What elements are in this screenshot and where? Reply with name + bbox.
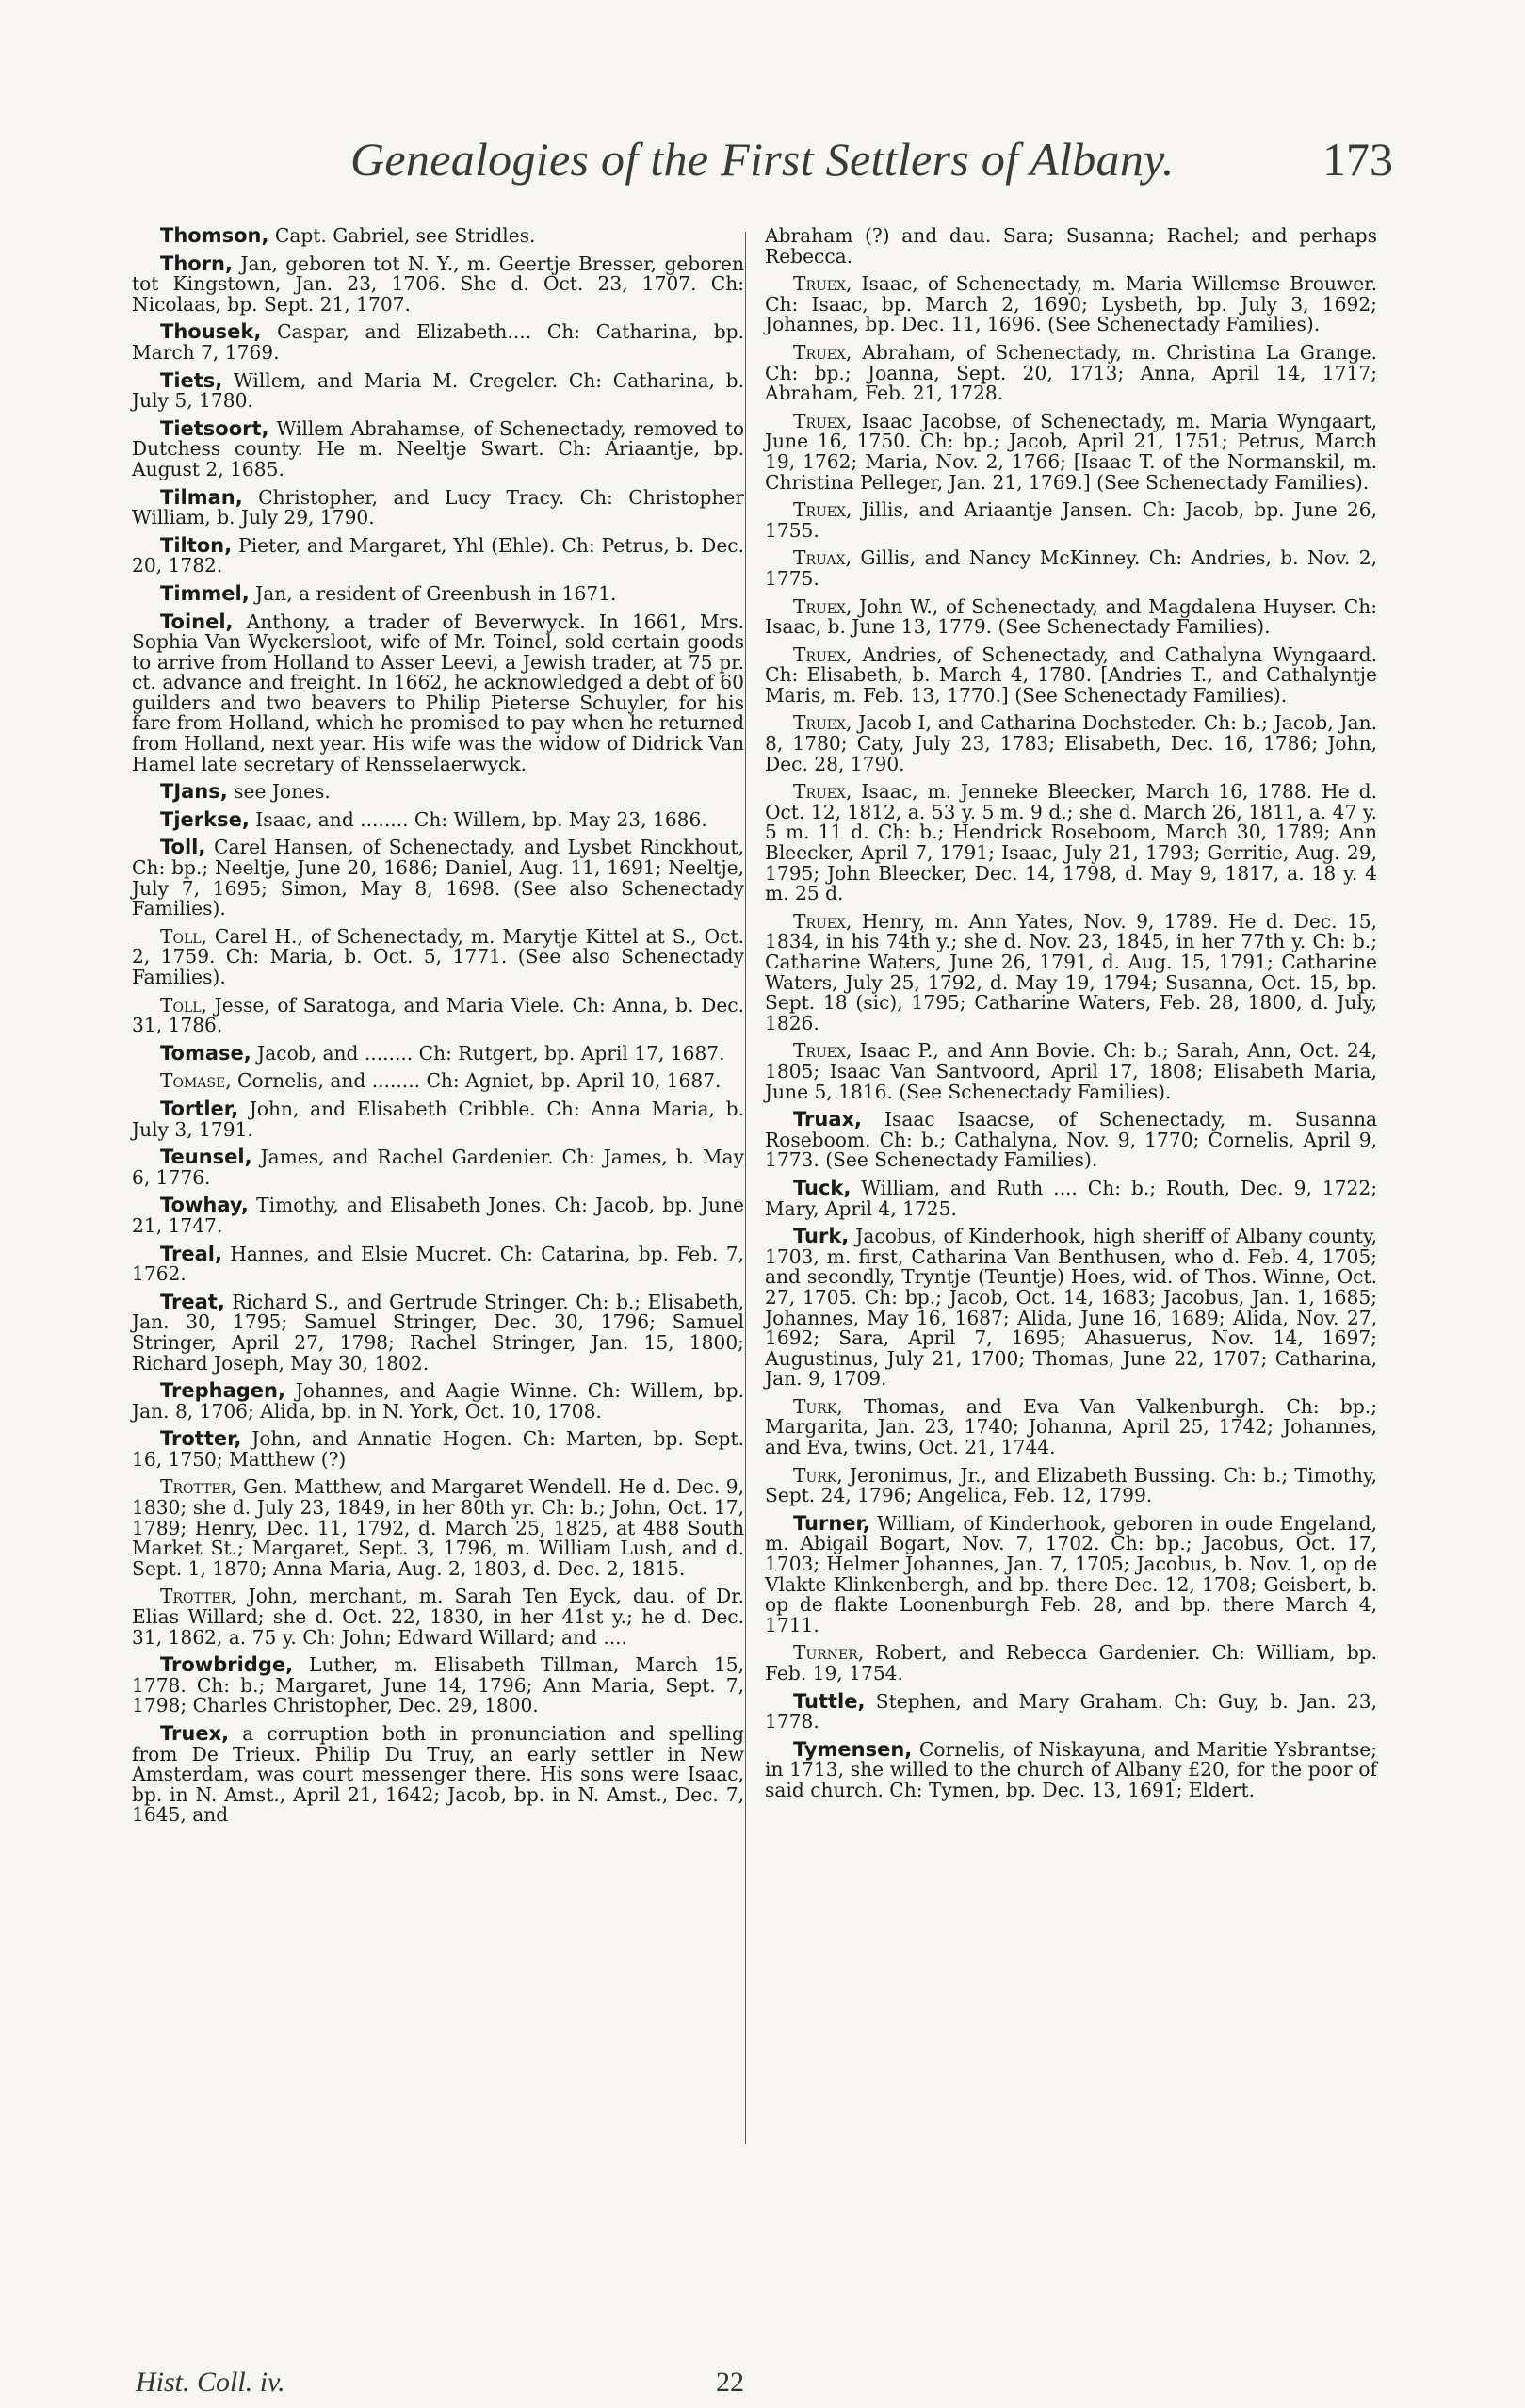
entry-text: Carel H., of Schenectady, m. Marytje Kittel at S., Oct. 2, 1759. Ch: Maria, b. Oct. 5, 1771. (See also Schenectady Families). xyxy=(132,924,744,988)
entry-surname: Truex, xyxy=(793,409,852,432)
entry-text: Hannes, and Elsie Mucret. Ch: Catarina, bp. Feb. 7, 1762. xyxy=(132,1242,744,1286)
genealogy-entry xyxy=(132,807,744,831)
genealogy-entry xyxy=(132,1147,744,1188)
entry-surname: Truex, xyxy=(793,711,852,735)
genealogy-entry xyxy=(132,416,744,480)
footer-sheet-number: 22 xyxy=(716,2367,744,2398)
entry-text: Jillis, and Ariaantje Jansen. Ch: Jacob, bp. June 26, 1755. xyxy=(765,498,1377,542)
genealogy-entry xyxy=(765,274,1377,335)
genealogy-entry xyxy=(765,909,1377,1034)
right-column xyxy=(765,226,1377,1809)
entry-surname: Tortler, xyxy=(160,1097,239,1120)
entry-text: Cornelis, and ........ Ch: Agniet, bp. April 10, 1687. xyxy=(231,1069,722,1093)
entry-surname: Trowbridge, xyxy=(160,1653,294,1677)
entry-surname: Treat, xyxy=(160,1290,225,1313)
entry-surname: Truax, xyxy=(793,1108,863,1131)
entry-surname: Toll, xyxy=(160,924,207,948)
entry-surname: Truex, xyxy=(793,340,852,364)
genealogy-entry xyxy=(765,1227,1377,1390)
genealogy-entry xyxy=(765,1176,1377,1220)
running-title: Genealogies of the First Settlers of Albany. xyxy=(350,133,1175,186)
entry-surname: Truex, xyxy=(793,594,852,618)
entry-surname: Truex, xyxy=(793,780,852,804)
entry-text: Isaac Jacobse, of Schenectady, m. Maria Wyngaart, June 16, 1750. Ch: bp.; Jacob, April 21, 1751; Petrus, March 19, 1762; Maria, Nov. 2, 1766; [Isaac T. of the Normanskil, m. Christina Pelleger, Jan. 21, 1769.] (See Schenectady Families). xyxy=(765,409,1377,494)
entry-text: Isaac, m. Jenneke Bleecker, March 16, 1788. He d. Oct. 12, 1812, a. 53 y. 5 m. 9 d.; she d. March 26, 1811, a. 47 y. 5 m. 11 d. Ch: b.; Hendrick Roseboom, March 30, 1789; Ann Bleecker, April 7, 1791; Isaac, July 21, 1793; Gerritie, Aug. 29, 1795; John Bleecker, Dec. 14, 1798, d. May 9, 1817, a. 18 y. 4 m. 25 d. xyxy=(765,780,1377,905)
entry-text: Thomas, and Eva Van Valkenburgh. Ch: bp.; Margarita, Jan. 23, 1740; Johanna, April 25, 1742; Johannes, and Eva, twins, Oct. 21, 1744. xyxy=(765,1394,1377,1459)
entry-text: John, and Elisabeth Cribble. Ch: Anna Maria, b. July 3, 1791. xyxy=(132,1097,744,1141)
entry-surname: Thousek, xyxy=(160,320,262,344)
entry-surname: Tjerkse, xyxy=(160,807,250,831)
entry-text: Capt. Gabriel, see Stridles. xyxy=(268,224,536,247)
entry-text: Abraham (?) and dau. Sara; Susanna; Rachel; and perhaps Rebecca. xyxy=(765,224,1377,268)
genealogy-entry xyxy=(132,1381,744,1422)
entry-surname: Turner, xyxy=(793,1641,865,1665)
entry-text: Jacobus, of Kinderhook, high sheriff of Albany county, 1703, m. first, Catharina Van Benthusen, who d. Feb. 4, 1705; and secondly, Tryntje (Teuntje) Hoes, wid. of Thos. Winne, Oct. 27, 1705. Ch: bp.; Jacob, Oct. 14, 1683; Jacobus, Jan. 1, 1685; Johannes, May 16, 1687; Alida, June 16, 1689; Alida, Nov. 27, 1692; Sara, April 7, 1695; Ahasuerus, Nov. 14, 1697; Augustinus, July 21, 1700; Thomas, June 22, 1707; Catharina, Jan. 9, 1709. xyxy=(765,1225,1377,1391)
genealogy-entry xyxy=(132,533,744,578)
footer-signature: Hist. Coll. iv. xyxy=(136,2367,285,2398)
genealogy-entry xyxy=(765,1643,1377,1684)
entry-surname: Tilton, xyxy=(160,533,233,557)
entry-surname: Truex, xyxy=(793,1039,852,1063)
entry-text: William, of Kinderhook, geboren in oude Engeland, m. Abigail Bogart, Nov. 7, 1702. Ch: bp.; Jacobus, Oct. 17, 1703; Helmer Johannes, Jan. 7, 1705; Jacobus, b. Nov. 1, op de Vlakte Klinkenbergh, and bp. there Dec. 12, 1708; Geisbert, b. op de flakte Loonenburgh Feb. 28, and bp. there March 4, 1711. xyxy=(765,1511,1377,1636)
entry-text: Jan, geboren tot N. Y., m. Geertje Bresser, geboren tot Kingstown, Jan. 23, 1706. She d. Oct. 23, 1707. Ch: Nicolaas, bp. Sept. 21, 1707. xyxy=(132,252,744,316)
entry-text: a corruption both in pronunciation and spelling from De Trieux. Philip Du Truy, an early settler in New Amsterdam, was court messenger there. His sons were Isaac, bp. in N. Amst., April 21, 1642; Jacob, bp. in N. Amst., Dec. 7, 1645, and xyxy=(132,1722,744,1827)
entry-surname: Thorn, xyxy=(160,252,233,275)
entry-text: Jesse, of Saratoga, and Maria Viele. Ch: Anna, b. Dec. 31, 1786. xyxy=(132,993,744,1037)
entry-surname: Turk, xyxy=(793,1225,850,1248)
entry-surname: Timmel, xyxy=(160,581,250,605)
entry-surname: Tuttle, xyxy=(793,1689,866,1713)
entry-surname: Tymensen, xyxy=(793,1737,913,1761)
entry-text: Stephen, and Mary Graham. Ch: Guy, b. Jan. 23, 1778. xyxy=(765,1689,1377,1733)
entry-text: Robert, and Rebecca Gardenier. Ch: William, bp. Feb. 19, 1754. xyxy=(765,1641,1377,1684)
entry-surname: Thomson, xyxy=(160,224,269,247)
entry-surname: Teunsel, xyxy=(160,1146,252,1169)
entry-text: Luther, m. Elisabeth Tillman, March 15, 1778. Ch: b.; Margaret, June 14, 1796; Ann Maria, Sept. 7, 1798; Charles Christopher, Dec. 29, 1800. xyxy=(132,1653,744,1717)
entry-surname: Trotter, xyxy=(160,1585,237,1608)
genealogy-entry xyxy=(132,1041,744,1065)
entry-surname: Trephagen, xyxy=(160,1379,285,1403)
entry-text: Isaac Isaacse, of Schenectady, m. Susanna Roseboom. Ch: b.; Cathalyna, Nov. 9, 1770; Cornelis, April 9, 1773. (See Schenectady Families). xyxy=(765,1108,1377,1172)
page-footer xyxy=(132,2367,744,2399)
genealogy-entry xyxy=(132,226,744,247)
entry-surname: Turk, xyxy=(793,1463,843,1487)
genealogy-entry xyxy=(132,924,744,988)
genealogy-entry xyxy=(765,548,1377,589)
entry-surname: Turk, xyxy=(793,1394,843,1418)
entry-surname: Tuck, xyxy=(793,1176,852,1199)
entry-text: Willem, and Maria M. Cregeler. Ch: Catharina, b. July 5, 1780. xyxy=(132,368,744,413)
entry-surname: Tiets, xyxy=(160,368,223,392)
entry-surname: Truex, xyxy=(160,1722,230,1745)
entry-text: Anthony, a trader of Beverwyck. In 1661, Mrs. Sophia Van Wyckersloot, wife of Mr. Toinel, sold certain goods to arrive from Holland to Asser Leevi, a Jewish trader, at 75 pr. ct. advance and freight. In 1662, he acknowledged a debt of 60 guilders and two beavers to Philip Pieterse Schuyler, for his fare from Holland, which he promised to pay when he returned from Holland, next year. His wife was the widow of Didrick Van Hamel late secretary of Rensselaerwyck. xyxy=(132,610,744,775)
entry-surname: Truex, xyxy=(793,909,852,933)
entry-surname: Truex, xyxy=(793,272,852,296)
genealogy-entry xyxy=(132,782,744,803)
entry-surname: Truex, xyxy=(793,643,852,666)
entry-surname: Treal, xyxy=(160,1242,222,1265)
entry-text: Isaac, of Schenectady, m. Maria Willemse Brouwer. Ch: Isaac, bp. March 2, 1690; Lysbeth, bp. July 3, 1692; Johannes, bp. Dec. 11, 1696. (See Schenectady Families). xyxy=(765,272,1377,336)
entry-text: Carel Hansen, of Schenectady, and Lysbet Rinckhout, Ch: bp.; Neeltje, June 20, 1686; Daniel, Aug. 11, 1691; Neeltje, July 7, 1695; Simon, May 8, 1698. (See also Schenectady Families). xyxy=(132,836,744,920)
genealogy-entry xyxy=(765,1110,1377,1171)
entry-text: see Jones. xyxy=(227,780,331,804)
entry-surname: TJans, xyxy=(160,780,228,804)
genealogy-entry xyxy=(765,1689,1377,1733)
entry-text: Gen. Matthew, and Margaret Wendell. He d. Dec. 9, 1830; she d. July 23, 1849, in her 80th yr. Ch: b.; John, Oct. 17, 1789; Henry, Dec. 11, 1792, d. March 25, 1825, at 488 South Market St.; Margaret, Sept. 3, 1796, m. William Lush, and d. Sept. 1, 1870; Anna Maria, Aug. 2, 1803, d. Dec. 2, 1815. xyxy=(132,1475,744,1580)
genealogy-entry xyxy=(132,1071,744,1092)
genealogy-entry xyxy=(765,645,1377,707)
entry-text: John, and Annatie Hogen. Ch: Marten, bp. Sept. 16, 1750; Matthew (?) xyxy=(132,1427,744,1471)
genealogy-entry xyxy=(765,226,1377,267)
entry-text: John W., of Schenectady, and Magdalena Huyser. Ch: Isaac, b. June 13, 1779. (See Schenectady Families). xyxy=(765,594,1377,639)
entry-text: Jan, a resident of Greenbush in 1671. xyxy=(249,581,617,605)
genealogy-entry xyxy=(132,1242,744,1286)
genealogy-entry xyxy=(132,368,744,413)
genealogy-entry xyxy=(765,340,1377,405)
entry-text: Willem Abrahamse, of Schenectady, removed to Dutchess county. He m. Neeltje Swart. Ch: Ariaantje, bp. August 2, 1685. xyxy=(132,416,744,480)
entry-text: Isaac P., and Ann Bovie. Ch: b.; Sarah, Ann, Oct. 24, 1805; Isaac Van Santvoord, April 17, 1808; Elisabeth Maria, June 5, 1816. (See Schenectady Families). xyxy=(765,1039,1377,1103)
genealogy-entry xyxy=(765,782,1377,904)
page-number: 173 xyxy=(1322,133,1393,186)
entry-text: Christopher, and Lucy Tracy. Ch: Christopher William, b. July 29, 1790. xyxy=(132,485,744,529)
genealogy-entry xyxy=(132,254,744,316)
genealogy-entry xyxy=(132,1724,744,1826)
genealogy-entry xyxy=(765,409,1377,494)
genealogy-entry xyxy=(765,1041,1377,1102)
genealogy-entry xyxy=(132,612,744,775)
genealogy-entry xyxy=(132,1290,744,1375)
entry-surname: Toll, xyxy=(160,836,206,859)
entry-text: Richard S., and Gertrude Stringer. Ch: b.; Elisabeth, Jan. 30, 1795; Samuel Stringer, Dec. 30, 1796; Samuel Stringer, April 27, 1798; Rachel Stringer, Jan. 15, 1800; Richard Joseph, May 30, 1802. xyxy=(132,1290,744,1375)
entry-text: Cornelis, of Niskayuna, and Maritie Ysbrantse; in 1713, she willed to the church of Albany £20, for the poor of said church. Ch: Tymen, bp. Dec. 13, 1691; Eldert. xyxy=(765,1737,1377,1801)
entry-surname: Tilman, xyxy=(160,485,243,509)
entry-text: James, and Rachel Gardenier. Ch: James, b. May 6, 1776. xyxy=(132,1146,744,1189)
entry-surname: Truax, xyxy=(793,546,852,570)
genealogy-entry xyxy=(132,581,744,605)
genealogy-entry xyxy=(765,1463,1377,1507)
genealogy-entry xyxy=(132,1099,744,1140)
entry-surname: Toll, xyxy=(160,993,207,1017)
entry-text: Jeronimus, Jr., and Elizabeth Bussing. Ch: b.; Timothy, Sept. 24, 1796; Angelica, Feb. 12, 1799. xyxy=(765,1463,1377,1507)
genealogy-entry xyxy=(132,993,744,1037)
genealogy-entry xyxy=(132,1429,744,1470)
genealogy-entry xyxy=(132,838,744,919)
genealogy-entry xyxy=(765,1394,1377,1459)
entry-surname: Toinel, xyxy=(160,610,234,633)
entry-text: Abraham, of Schenectady, m. Christina La Grange. Ch: bp.; Joanna, Sept. 20, 1713; Anna, April 14, 1717; Abraham, Feb. 21, 1728. xyxy=(765,340,1377,405)
entry-text: John, merchant, m. Sarah Ten Eyck, dau. of Dr. Elias Willard; she d. Oct. 22, 1830, in her 41st y.; he d. Dec. 31, 1862, a. 75 y. Ch: John; Edward Willard; and .... xyxy=(132,1585,744,1649)
entry-surname: Tomase, xyxy=(160,1041,251,1065)
entry-text: Jacob, and ........ Ch: Rutgert, bp. April 17, 1687. xyxy=(251,1041,725,1065)
entry-surname: Tomase, xyxy=(160,1069,232,1093)
left-column xyxy=(132,226,744,1833)
entry-text: Andries, of Schenectady, and Cathalyna Wyngaard. Ch: Elisabeth, b. March 4, 1780. [Andries T., and Cathalyntje Maris, m. Feb. 13, 1770.] (See Schenectady Families). xyxy=(765,643,1377,707)
genealogy-entry xyxy=(132,1477,744,1579)
genealogy-entry xyxy=(765,1737,1377,1801)
entry-surname: Truex, xyxy=(793,498,852,522)
entry-text: William, and Ruth .... Ch: b.; Routh, Dec. 9, 1722; Mary, April 4, 1725. xyxy=(765,1176,1377,1220)
entry-text: Gillis, and Nancy McKinney. Ch: Andries, b. Nov. 2, 1775. xyxy=(765,546,1377,590)
genealogy-entry xyxy=(132,485,744,529)
entry-surname: Towhay, xyxy=(160,1194,249,1217)
genealogy-entry xyxy=(132,1196,744,1236)
entry-text: Timothy, and Elisabeth Jones. Ch: Jacob, bp. June 21, 1747. xyxy=(132,1194,744,1237)
running-header xyxy=(0,132,1525,198)
entry-surname: Turner, xyxy=(793,1511,870,1535)
genealogy-entry xyxy=(132,322,744,363)
entry-surname: Trotter, xyxy=(160,1475,237,1499)
genealogy-entry xyxy=(132,1655,744,1717)
entry-surname: Trotter, xyxy=(160,1427,242,1451)
entry-text: Henry, m. Ann Yates, Nov. 9, 1789. He d. Dec. 15, 1834, in his 74th y.; she d. Nov. 23, 1845, in her 77th y. Ch: b.; Catharine Waters, June 26, 1791, d. Aug. 15, 1791; Catharine Waters, July 25, 1792, d. May 19, 1794; Susanna, Oct. 15, bp. Sept. 18 (sic), 1795; Catharine Waters, Feb. 28, 1800, d. July, 1826. xyxy=(765,909,1377,1034)
entry-text: Jacob I, and Catharina Dochsteder. Ch: b.; Jacob, Jan. 8, 1780; Caty, July 23, 1783; Elisabeth, Dec. 16, 1786; John, Dec. 28, 1790. xyxy=(765,711,1377,775)
column-divider xyxy=(745,232,746,2144)
entry-text: Pieter, and Margaret, Yhl (Ehle). Ch: Petrus, b. Dec. 20, 1782. xyxy=(132,533,744,578)
entry-surname: Tietsoort, xyxy=(160,416,269,440)
genealogy-entry xyxy=(765,500,1377,541)
genealogy-entry xyxy=(765,713,1377,774)
entry-text: Johannes, and Aagie Winne. Ch: Willem, bp. Jan. 8, 1706; Alida, bp. in N. York, Oct. 10, 1708. xyxy=(132,1379,744,1423)
entry-text: Caspar, and Elizabeth.... Ch: Catharina, bp. March 7, 1769. xyxy=(132,320,744,364)
genealogy-entry xyxy=(765,1511,1377,1636)
genealogy-entry xyxy=(765,594,1377,639)
entry-text: Isaac, and ........ Ch: Willem, bp. May 23, 1686. xyxy=(249,807,707,831)
genealogy-entry xyxy=(132,1586,744,1648)
